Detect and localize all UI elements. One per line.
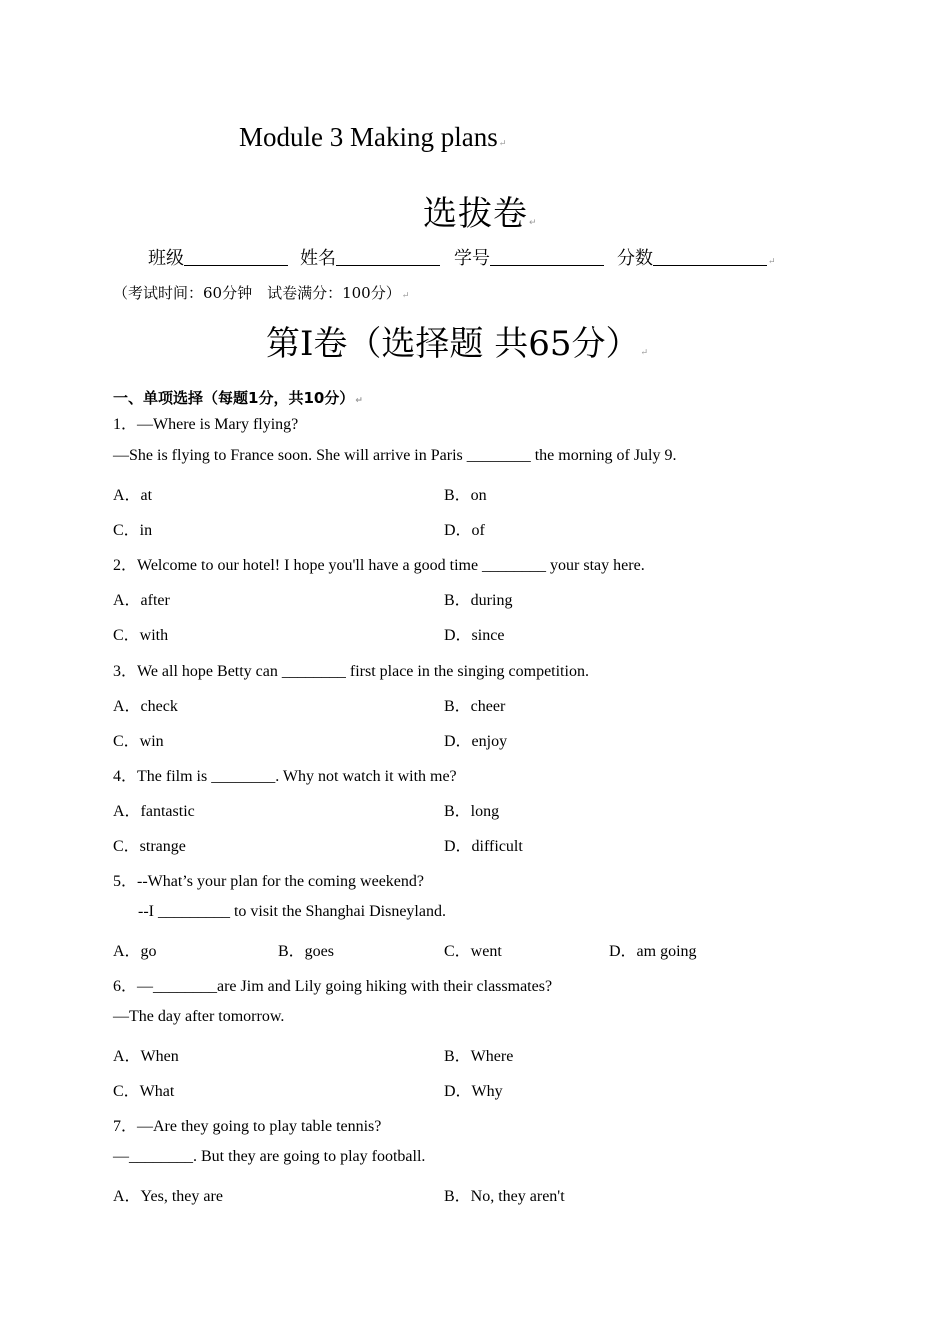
question-1-option-a: A．at [113, 487, 153, 504]
question-7-stem: 7．—Are they going to play table tennis? [113, 1118, 382, 1135]
question-2-option-d: D．since [444, 627, 505, 644]
question-4-option-d: D．difficult [444, 838, 523, 855]
question-1-option-d: D．of [444, 522, 485, 539]
question-2-stem: 2．Welcome to our hotel! I hope you'll have a good time ________ your stay here. [113, 557, 645, 574]
score-field: 分数 ↵ [617, 248, 776, 269]
question-7-option-b: B．No, they aren't [444, 1188, 565, 1205]
question-3-option-a: A．check [113, 698, 178, 715]
question-2-option-b: B．during [444, 592, 513, 609]
time-note: （考试时间：60分钟 试卷满分：100分）↵ [113, 284, 410, 302]
paper-subtitle: 选拔卷↵ [423, 194, 538, 234]
question-1-line2: —She is flying to France soon. She will arrive in Paris ________ the morning of July 9. [113, 447, 677, 464]
question-3-stem: 3．We all hope Betty can ________ first place in the singing competition. [113, 663, 589, 680]
question-5-option-a: A．go [113, 943, 157, 960]
question-1-option-c: C．in [113, 522, 153, 539]
class-field: 班级 [148, 244, 288, 270]
question-2-option-a: A．after [113, 592, 170, 609]
question-6-option-b: B．Where [444, 1048, 514, 1065]
question-6-option-c: C．What [113, 1083, 175, 1100]
question-3-option-d: D．enjoy [444, 733, 508, 750]
question-3-option-b: B．cheer [444, 698, 506, 715]
paper-title: Module 3 Making plans↵ [239, 122, 507, 152]
question-4-option-b: B．long [444, 803, 500, 820]
question-5-option-d: D．am going [609, 943, 697, 960]
question-6-option-a: A．When [113, 1048, 179, 1065]
name-field: 姓名 [300, 244, 440, 270]
question-4-option-a: A．fantastic [113, 803, 195, 820]
question-2-option-c: C．with [113, 627, 169, 644]
section-heading: 一、单项选择（每题1分，共10分）↵ [113, 389, 363, 407]
question-5-option-c: C．went [444, 943, 502, 960]
question-5-option-b: B．goes [278, 943, 335, 960]
question-3-option-c: C．win [113, 733, 164, 750]
question-5-stem: 5．--What’s your plan for the coming weekend? [113, 873, 425, 890]
question-6-line2: —The day after tomorrow. [113, 1008, 285, 1025]
question-7-option-a: A．Yes, they are [113, 1188, 223, 1205]
question-7-line2: —________. But they are going to play football. [113, 1148, 426, 1165]
volume-heading: 第Ⅰ卷（选择题 共65分）↵ [266, 324, 649, 364]
question-1-option-b: B．on [444, 487, 487, 504]
question-4-stem: 4．The film is ________. Why not watch it with me? [113, 768, 457, 785]
question-4-option-c: C．strange [113, 838, 186, 855]
question-6-option-d: D．Why [444, 1083, 503, 1100]
question-5-line2: --I _________ to visit the Shanghai Disneyland. [138, 903, 446, 920]
student-number-field: 学号 [454, 244, 604, 270]
question-1-stem: 1．—Where is Mary flying? [113, 416, 299, 433]
question-6-stem: 6．—________are Jim and Lily going hiking with their classmates? [113, 978, 553, 995]
